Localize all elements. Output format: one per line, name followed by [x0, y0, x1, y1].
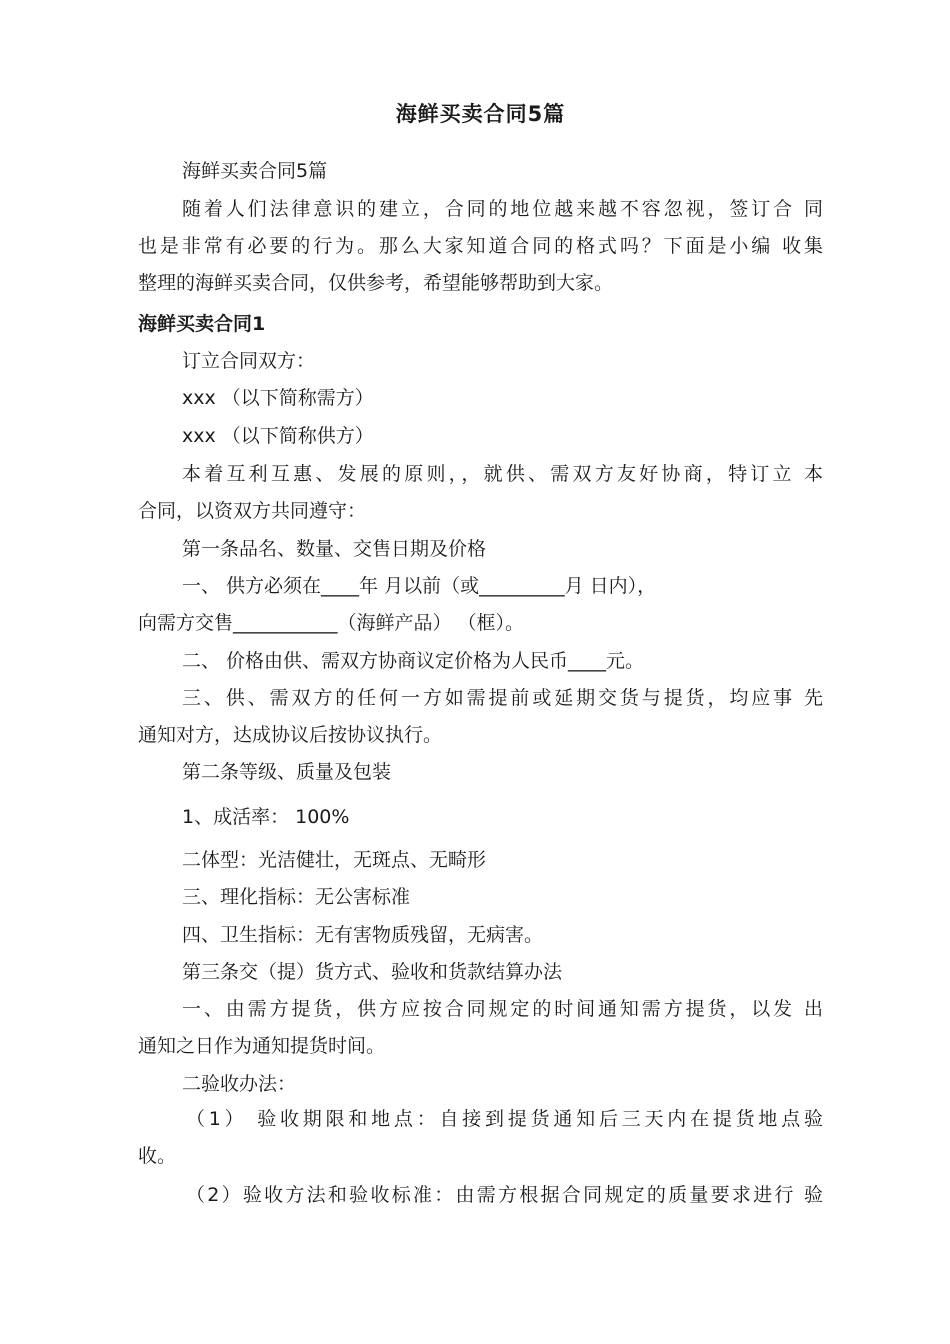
- intro-line-3: 整理的海鲜买卖合同，仅供参考，希望能够帮助到大家。: [138, 272, 614, 294]
- article-2-item-3: 三、理化指标：无公害标准: [182, 886, 411, 908]
- article-3-title: 第三条交（提）货方式、验收和货款结算办法: [182, 961, 563, 983]
- intro-line-1: 随着人们法律意识的建立，合同的地位越来越不容忽视，签订合 同: [182, 198, 823, 220]
- preamble-line-2: 合同，以资双方共同遵守：: [138, 500, 367, 522]
- party-a: xxx （以下简称需方）: [182, 387, 374, 409]
- article-1-item-1-line-2: 向需方交售___________（海鲜产品） （框）。: [138, 612, 525, 634]
- document-subtitle: 海鲜买卖合同5篇: [182, 160, 328, 182]
- article-1-item-1-line-1: 一、 供方必须在____年 月以前（或_________月 日内），: [182, 575, 657, 597]
- article-2-item-2: 二体型：光洁健壮，无斑点、无畸形: [182, 849, 487, 871]
- intro-line-2: 也是非常有必要的行为。那么大家知道合同的格式吗？下面是小编 收集: [138, 235, 823, 257]
- article-3-item-2a-line-2: 收。: [138, 1145, 177, 1167]
- article-1-item-3-line-2: 通知对方，达成协议后按协议执行。: [138, 724, 443, 746]
- article-2-item-1: 1、成活率： 100%: [182, 806, 350, 828]
- article-1-title: 第一条品名、数量、交售日期及价格: [182, 538, 487, 560]
- preamble-line-1: 本着互利互惠、发展的原则，，就供、需双方友好协商，特订立 本: [182, 463, 823, 485]
- document-title: 海鲜买卖合同5篇: [395, 102, 566, 126]
- article-3-item-1-line-2: 通知之日作为通知提货时间。: [138, 1035, 386, 1057]
- article-2-item-4: 四、卫生指标：无有害物质残留，无病害。: [182, 924, 544, 946]
- parties-label: 订立合同双方：: [182, 350, 316, 372]
- article-3-item-2b-line-1: （2）验收方法和验收标准：由需方根据合同规定的质量要求进行 验: [186, 1184, 823, 1206]
- article-1-item-3-line-1: 三、供、需双方的任何一方如需提前或延期交货与提货，均应事 先: [182, 687, 823, 709]
- article-2-title: 第二条等级、质量及包装: [182, 761, 392, 783]
- party-b: xxx （以下简称供方）: [182, 425, 374, 447]
- article-1-item-2: 二、 价格由供、需双方协商议定价格为人民币____元。: [182, 650, 645, 672]
- article-3-item-2a-line-1: （1） 验收期限和地点：自接到提货通知后三天内在提货地点验: [186, 1108, 823, 1130]
- section-heading: 海鲜买卖合同1: [138, 313, 266, 335]
- article-3-item-2: 二验收办法：: [182, 1073, 297, 1095]
- article-3-item-1-line-1: 一、由需方提货，供方应按合同规定的时间通知需方提货，以发 出: [182, 998, 823, 1020]
